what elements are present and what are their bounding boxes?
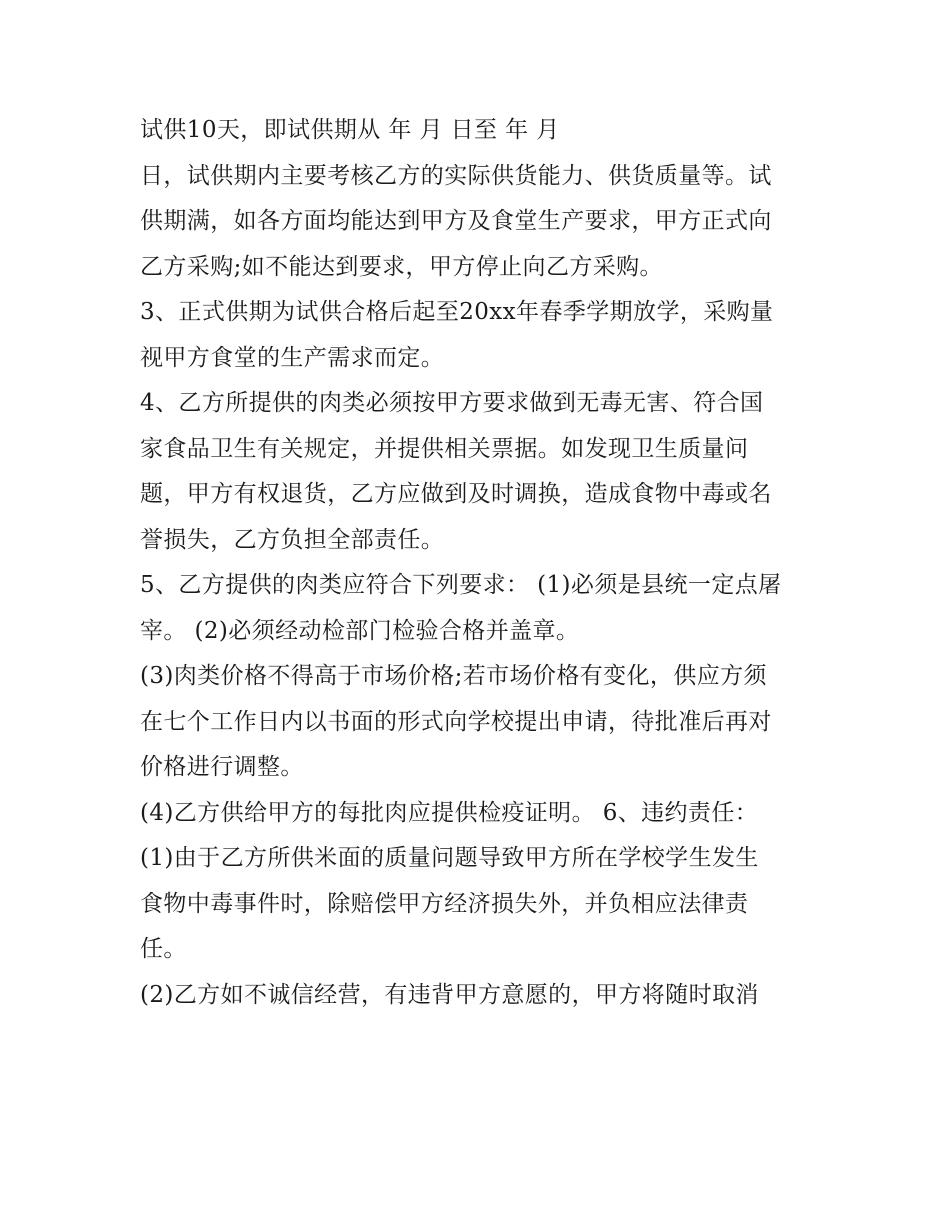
text-line: (2)乙方如不诚信经营，有违背甲方意愿的，甲方将随时取消 (140, 981, 759, 1008)
text-line: 誉损失，乙方负担全部责任。 (140, 526, 445, 553)
text-line: 食物中毒事件时，除赔偿甲方经济损失外，并负相应法律责 (140, 890, 749, 917)
text-line: 任。 (140, 936, 187, 962)
text-line: 宰。 (2)必须经动检部门检验合格并盖章。 (140, 617, 580, 644)
text-line: 视甲方食堂的生产需求而定。 (140, 344, 445, 371)
text-line: 4、乙方所提供的肉类必须按甲方要求做到无毒无害、符合国 (140, 390, 764, 416)
text-line: (3)肉类价格不得高于市场价格;若市场价格有变化，供应方须 (140, 663, 767, 689)
text-line: 3、正式供期为试供合格后起至20xx年春季学期放学，采购量 (140, 299, 774, 325)
text-line: 日，试供期内主要考核乙方的实际供货能力、供货质量等。试 (140, 162, 772, 189)
text-line: 家食品卫生有关规定，并提供相关票据。如发现卫生质量问 (140, 435, 749, 462)
text-line: (1)由于乙方所供米面的质量问题导致甲方所在学校学生发生 (140, 845, 759, 871)
text-line: 供期满，如各方面均能达到甲方及食堂生产要求，甲方正式向 (140, 208, 772, 234)
text-line: 乙方采购;如不能达到要求，甲方停止向乙方采购。 (140, 253, 663, 280)
document-body (140, 108, 820, 1018)
text-line: 价格进行调整。 (140, 754, 304, 780)
text-line: 题，甲方有权退货，乙方应做到及时调换，造成食物中毒或名 (140, 481, 772, 507)
text-line: 试供10天，即试供期从 年 月 日至 年 月 (140, 117, 560, 143)
text-line: (4)乙方供给甲方的每批肉应提供检疫证明。 6、违约责任： (140, 799, 759, 826)
text-line: 5、乙方提供的肉类应符合下列要求： (1)必须是县统一定点屠 (140, 572, 782, 598)
text-line: 在七个工作日内以书面的形式向学校提出申请，待批准后再对 (140, 708, 772, 735)
